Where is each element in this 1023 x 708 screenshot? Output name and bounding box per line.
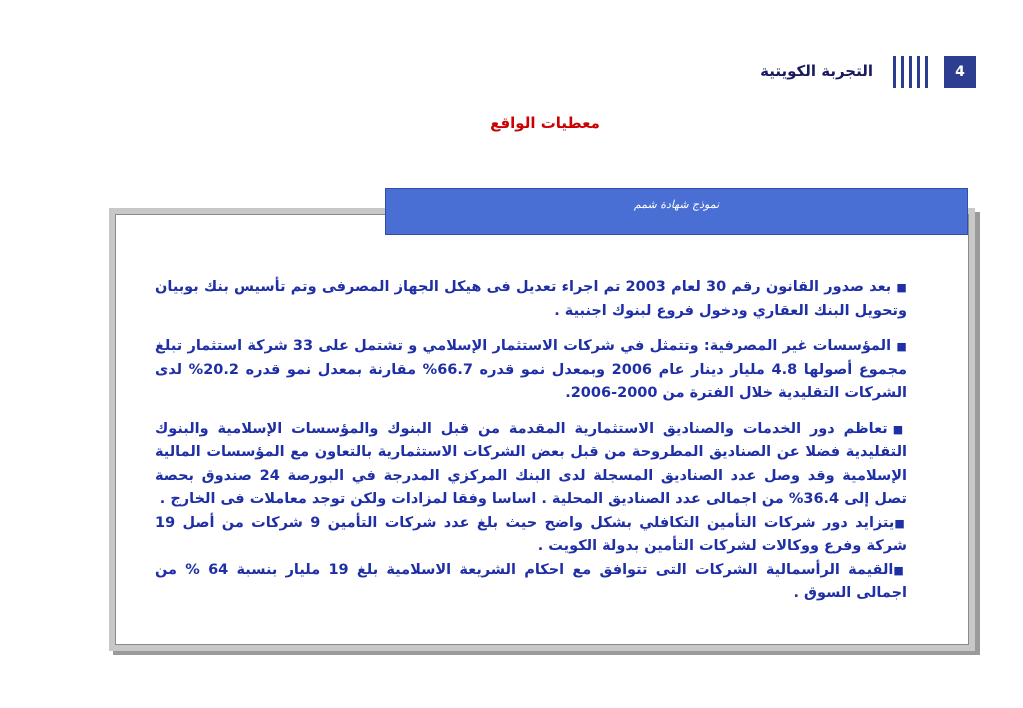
paragraph-4 <box>155 512 907 559</box>
header-bars-decoration <box>893 56 928 88</box>
panel-header-label: نموذج شهادة شمم <box>385 188 968 235</box>
header-bar <box>909 56 912 88</box>
content-text <box>155 276 907 606</box>
bullet-icon: ■ <box>894 516 907 530</box>
paragraph-2 <box>155 335 907 406</box>
paragraph-text: تعاظم دور الخدمات والصناديق الاستثمارية المقدمة من قبل البنوك والمؤسسات الإسلامية والبنوك التقليدية فضلا عن الصناديق المطروحة من قبل بعض الشركات الاستثمارية بالتعاون مع المؤسسات المالية الإسلامية وقد وصل عدد الصناديق المسجلة لدى البنك المركزي المدرجة في البورصة 24 صندوق بحصة تصل إلى 36.4% من اجمالى عدد الصناديق المحلية . اساسا وفقا لمزادات ولكن توجد معاملات فى الخارج . <box>155 420 907 507</box>
bullet-icon: ■ <box>896 281 907 294</box>
bullet-icon: ■ <box>893 563 907 577</box>
header-bar <box>917 56 920 88</box>
paragraph-text: المؤسسات غير المصرفية: وتتمثل في شركات الاستثمار الإسلامي و تشتمل على 33 شركة استثمار تبلغ مجموع أصولها 4.8 مليار دينار عام 2006 وبمعدل نمو قدره 66.7% مقارنة بمعدل نمو قدره 20.2% لدى الشركات التقليدية خلال الفترة من 2000-2006. <box>155 338 908 401</box>
header-bar <box>893 56 896 88</box>
paragraph-5 <box>155 559 907 606</box>
page-number: 4 <box>944 56 976 88</box>
paragraph-3 <box>155 418 907 512</box>
page-subtitle: معطيات الواقع <box>490 114 600 132</box>
header-bar <box>925 56 928 88</box>
paragraph-text: بعد صدور القانون رقم 30 لعام 2003 تم اجراء تعديل فى هيكل الجهاز المصرفى وتم تأسيس بنك بوبيان وتحويل البنك العقاري ودخول فروع لبنوك اجنبية . <box>155 279 907 319</box>
section-title: التجربة الكويتية <box>760 62 873 80</box>
paragraph-text: يتزايد دور شركات التأمين التكافلي بشكل واضح حيث بلغ عدد شركات التأمين 9 شركات من أصل 19 شركة وفرع ووكالات لشركات التأمين بدولة الكويت . <box>155 514 907 554</box>
paragraph-1 <box>155 276 907 323</box>
bullet-icon: ■ <box>896 340 907 353</box>
header-bar <box>901 56 904 88</box>
paragraph-text: القيمة الرأسمالية الشركات التى تتوافق مع احكام الشريعة الاسلامية بلغ 19 مليار بنسبة 64 % من اجمالى السوق . <box>155 561 907 601</box>
bullet-icon: ■ <box>892 422 907 436</box>
